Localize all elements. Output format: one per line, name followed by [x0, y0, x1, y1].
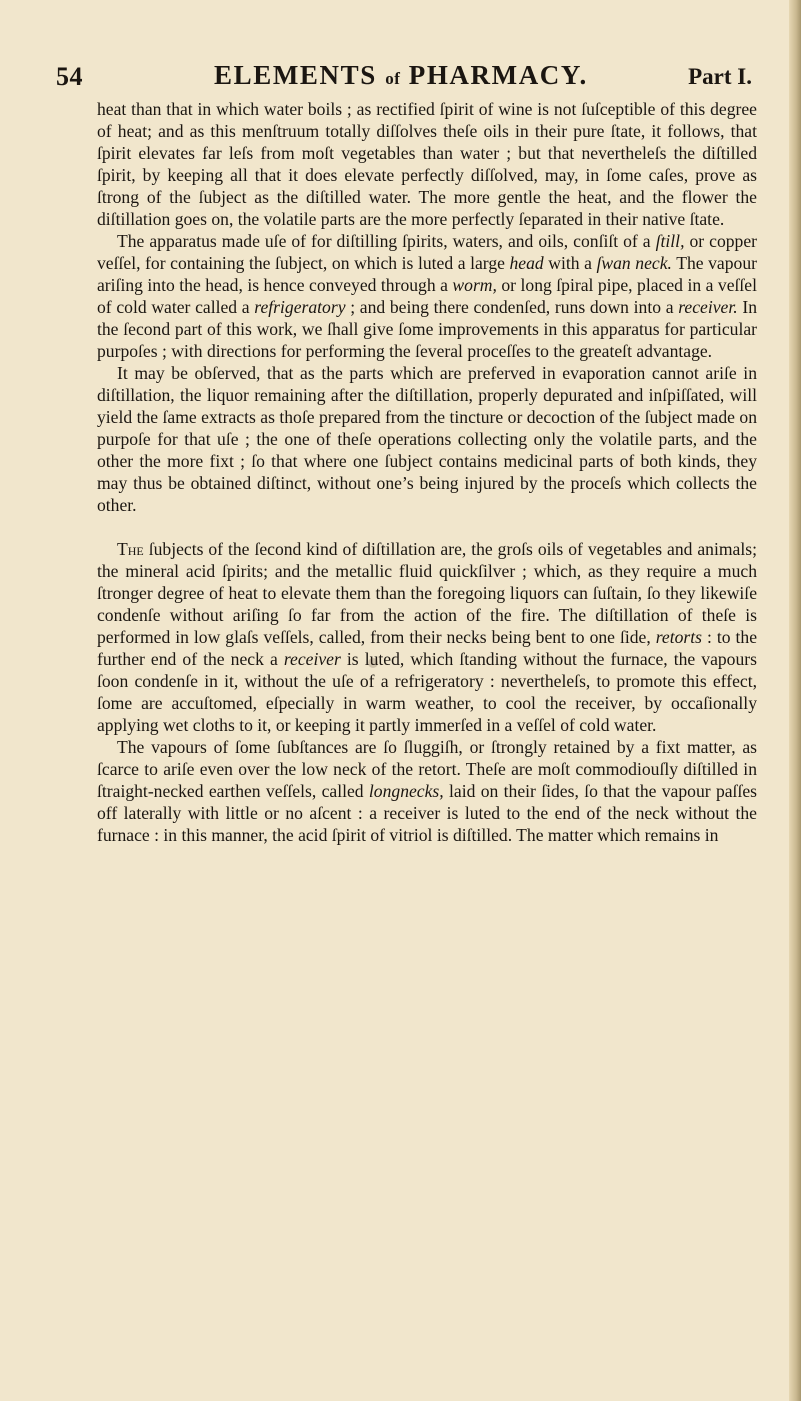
text-run: The vapours of ſome ſubſtances are ſo ſluggiſh, or ſtrongly retained by a fixt matter, as ſcarce to ariſe even over the low neck of the retort. Theſe are moſt commodiouſly diſtilled in ſtraight-necked earthen veſſels, called: [97, 737, 757, 801]
page-number: 54: [56, 62, 83, 91]
text-run: heat than that in which water boils ; as rectified ſpirit of wine is not ſuſceptible of this degree of heat; and as this menſtruum totally diſſolves theſe oils in their pure ſtate, it follows, that ſpirit elevates far leſs from moſt vegetables than water ; but that nevertheleſs the diſtilled ſpirit, by keeping all that it does elevate perfectly diſſolved, may, in ſome caſes, prove as ſtrong of the ſubject as the diſtilled water. The more gentle the heat, and the flower the diſtillation goes on, the volatile parts are the more perfectly ſeparated in their native ſtate.: [97, 99, 757, 229]
text-run: The vapour ariſing into the head, is hence conveyed through a: [97, 253, 757, 295]
paragraph-2: [97, 230, 757, 362]
text-run: or copper veſſel, for containing the ſubject, on which is luted a large: [97, 231, 758, 273]
text-run: The apparatus made uſe of for diſtilling ſpirits, waters, and oils, conſiſt of a: [117, 231, 656, 251]
paragraph-5: [97, 736, 757, 846]
paragraph-3: [97, 362, 757, 516]
text-run: or long ſpiral pipe, placed in a veſſel of cold water called a: [97, 275, 757, 317]
section-opening-word: The: [117, 539, 144, 559]
running-title-of: of: [385, 69, 401, 88]
running-title: [214, 60, 588, 91]
italic-term: longnecks,: [368, 781, 444, 801]
italic-term: head: [509, 253, 544, 273]
text-run: ; and being there condenſed, runs down into a: [345, 297, 679, 317]
italic-term: refrigeratory: [254, 297, 346, 317]
text-run: In the ſecond part of this work, we ſhall give ſome improvements in this apparatus for particular purpoſes ; with directions for performing the ſeveral proceſſes to the greateſt advantage.: [97, 297, 757, 361]
text-run: is luted, which ſtanding without the furnace, the vapours ſoon condenſe in it, without the uſe of a refrigeratory : nevertheleſs, to promote this effect, ſome are accuſtomed, eſpecially in warm weather, to cool the receiver, by occaſionally applying wet cloths to it, or keeping it partly immerſed in a veſſel of cold water.: [97, 649, 757, 735]
italic-term: receiver.: [678, 297, 738, 317]
italic-term: ſtill,: [655, 231, 685, 251]
italic-term: ſwan neck.: [596, 253, 672, 273]
running-title-end: PHARMACY.: [408, 60, 588, 90]
text-run: : to the further end of the neck a: [97, 627, 757, 669]
ink-stain: [368, 658, 378, 668]
paragraph-4: [97, 538, 757, 736]
italic-term: worm,: [452, 275, 497, 295]
text-run: laid on their ſides, ſo that the vapour paſſes off laterally with little or no aſcent : a receiver is luted to the end of the neck without the furnace : in this manner, the acid ſpirit of vitriol is diſtilled. The matter which remains in: [97, 781, 757, 845]
part-label: Part I.: [688, 64, 752, 89]
page-edge: [789, 0, 801, 1401]
italic-term: receiver: [283, 649, 341, 669]
text-run: It may be obſerved, that as the parts which are preferved in evaporation cannot ariſe in diſtillation, the liquor remaining after the diſtillation, properly depurated and inſpiſſated, will yield the ſame extracts as thoſe prepared from the tincture or decoction of the ſubject made on purpoſe for that uſe ; the one of theſe operations collecting only the volatile parts, and the other the more fixt ; ſo that where one ſubject contains medicinal parts of both kinds, they may thus be obtained diſtinct, without one’s being injured by the proceſs which collects the other.: [97, 363, 757, 515]
text-run: ſubjects of the ſecond kind of diſtillation are, the groſs oils of vegetables and animals; the mineral acid ſpirits; and the metallic fluid quickſilver ; which, as they require a much ſtronger degree of heat to elevate them than the foregoing liquors can ſuſtain, ſo they likewiſe condenſe without ariſing ſo far from the action of the fire. The diſtillation of theſe is performed in low glaſs veſſels, called, from their necks being bent to one ſide,: [97, 539, 757, 647]
running-header: [48, 58, 752, 98]
italic-term: retorts: [655, 627, 702, 647]
body-text: [97, 98, 757, 846]
text-run: with a: [543, 253, 597, 273]
paragraph-1: [97, 98, 757, 230]
running-title-main: ELEMENTS: [214, 60, 377, 90]
